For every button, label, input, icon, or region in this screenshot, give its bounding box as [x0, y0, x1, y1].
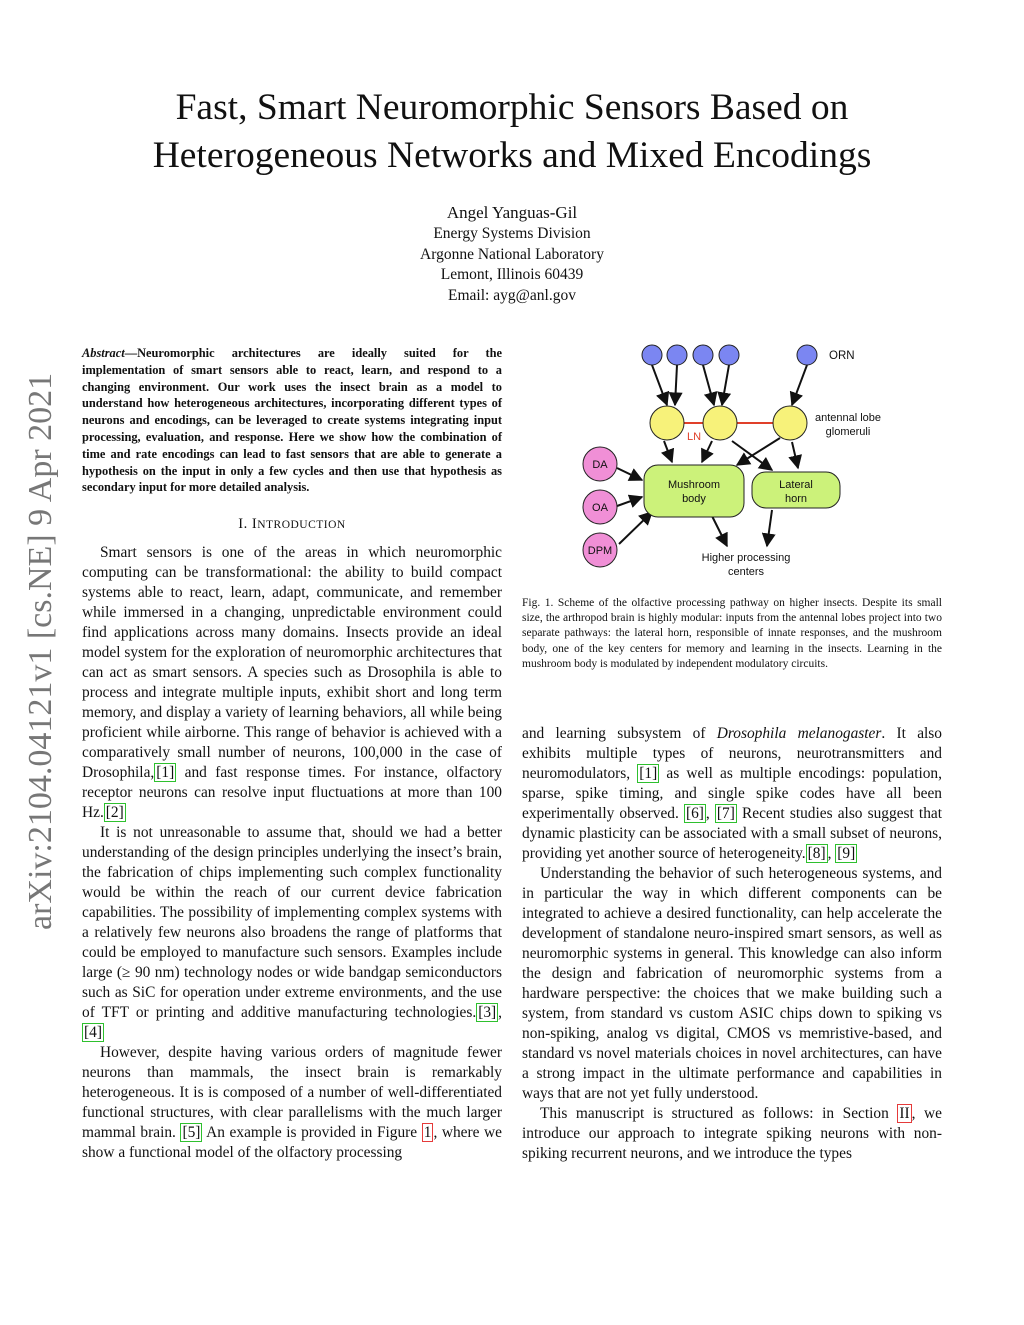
dpm-label: DPM: [587, 545, 613, 557]
oa-label: OA: [592, 502, 608, 514]
text-run: as well as multiple encodings: population, sparse, spike timing, and single spike codes have all been experimentally observed.: [522, 765, 942, 822]
orn-neuron: [693, 345, 713, 365]
text-run: This manuscript is structured as follows: in Section: [540, 1105, 898, 1122]
intro-paragraph-1: [82, 543, 502, 823]
right-column-text: [522, 724, 942, 1164]
modulatory-arrow: [617, 468, 642, 480]
citation-link[interactable]: [9]: [837, 845, 856, 862]
mushroom-body-box: [644, 465, 744, 517]
citation-link[interactable]: [5]: [182, 1124, 201, 1142]
intro-paragraph-2: [82, 823, 502, 1043]
output-arrow: [767, 510, 772, 546]
lateral-horn-label-2: horn: [784, 493, 808, 505]
lateral-horn-label-1: Lateral: [779, 479, 813, 491]
citation-link[interactable]: [1]: [639, 765, 658, 782]
text-run: , where we show a functional model of the olfactory processing: [82, 1124, 502, 1162]
modulatory-arrow: [619, 512, 652, 544]
section-title-initial: I: [251, 516, 258, 533]
text-run: and learning subsystem of: [522, 725, 717, 742]
citation-link[interactable]: [3]: [478, 1004, 497, 1022]
abstract-text: —Neuromorphic architectures are ideally suited for the implementation of smart sensors able to react, learn, and respond to a changing environment. Our work uses the insect brain as a model to understand how heterogeneous architectures, incorporating different types of neurons and encodings, can be leveraged to create systems integrating input processing, evaluation, and response. Here we show how the combination of time and rate encodings can lead to fast sensors that are able to generate a hypothesis on the input in only a few cycles and then use that hypothesis as secondary input for more detailed analysis.: [82, 346, 502, 495]
author-lab: Argonne National Laboratory: [420, 245, 604, 263]
section-number: I.: [238, 516, 248, 533]
citation-link[interactable]: [4]: [84, 1024, 102, 1042]
author-location: Lemont, Illinois 60439: [440, 266, 584, 283]
orn-neuron: [642, 345, 662, 365]
orn-arrow: [675, 365, 677, 405]
text-run: ,: [705, 805, 715, 822]
author-name: Angel Yanguas-Gil: [446, 203, 578, 222]
orn-arrow: [722, 365, 729, 405]
text-run: and fast response times. For instance, olfactory receptor neurons can resolve input fluctuations at more than 100 Hz.: [82, 764, 502, 822]
orn-arrow: [792, 365, 807, 405]
glomerulus: [773, 406, 807, 440]
figure-1-caption: Fig. 1. Scheme of the olfactive processing pathway on higher insects. Despite its small size, the arthropod brain is highly modular: inputs from the antennal lobes project into two separate pathways: the lateral horn, responsible of innate responses, and the mushroom body, one of the key centers for memory and learning in the insects. Learning in the mushroom body is modulated by independent modulatory circuits.: [522, 597, 942, 670]
left-column: [82, 345, 502, 1163]
text-run: However, despite having various orders of magnitude fewer neurons than mammals, the insect brain is remarkably heterogeneous. It is is composed of a number of well-differentiated functional structures, with clear parallelisms with the much larger mammal brain.: [82, 1044, 502, 1142]
citation-link[interactable]: [7]: [716, 805, 735, 822]
projection-arrow: [702, 441, 712, 462]
projection-arrow: [664, 441, 672, 462]
text-run: ,: [827, 845, 836, 862]
citation-link[interactable]: [1]: [156, 764, 175, 782]
text-run: Recent studies also suggest that dynamic plasticity can be associated with a small subset of neurons, providing yet another source of heterogeneity.: [522, 805, 942, 862]
section-title-rest: NTRODUCTION: [257, 519, 346, 532]
antennal-lobe-label-2: glomeruli: [825, 426, 871, 438]
higher-centers-label-2: centers: [727, 566, 765, 578]
modulatory-arrow: [617, 497, 642, 506]
ln-label: LN: [687, 431, 702, 443]
text-run: Smart sensors is one of the areas in which neuromorphic computing can be transformational: the ability to build compact systems able to react, learn, adapt, communicate, and remember while immersed in a changing, unpredictable environment could find applications across many domains. Insects provide an ideal model system for the exploration of neuromorphic architectures that can act as smart sensors. A species such as Drosophila is able to process and integrate multiple inputs, exhibit short and long term memory, and display a variety of learning behaviors, all while being proficient while airborne. This range of behavior is achieved with a comparatively small number of neurons, 100,000 in the case of Drosophila,: [82, 544, 502, 782]
antennal-lobe-label-1: antennal lobe: [814, 412, 882, 424]
mushroom-body-label-2: body: [682, 493, 706, 505]
olfactory-pathway-diagram: [522, 340, 942, 590]
text-run: An example is provided in Figure: [202, 1124, 422, 1142]
right-paragraph-3: [522, 1104, 942, 1164]
orn-label: ORN: [829, 350, 855, 362]
right-paragraph-2: Understanding the behavior of such heterogeneous systems, and in particular the way in which different components can be integrated to achieve a desired functionality, can help accelerate the development of standalone neuro-inspired smart sensors, as well as neuromorphic systems in general. This knowledge can also inform the design and fabrication of neuromorphic systems from a hardware perspective: the choices that we make building such a system, from standard vs custom ASIC chips down to spiking vs non-spiking, analog vs digital, CMOS vs memristive-based, and standard vs novel materials choices in novel architectures, can have a strong impact in the ultimate performance and capabilities in ways that are not yet fully understood.: [522, 865, 942, 1102]
right-column-figure: [522, 340, 942, 672]
projection-arrow: [732, 441, 772, 470]
text-run: . It also exhibits multiple types of neurons, neurotransmitters and neuromodulators,: [522, 725, 942, 782]
citation-link[interactable]: [6]: [685, 805, 704, 822]
orn-arrow: [652, 365, 667, 405]
mushroom-body-label-1: Mushroom: [668, 479, 720, 491]
paper-title-line-1: Fast, Smart Neuromorphic Sensors Based on: [175, 87, 849, 128]
glomerulus: [650, 406, 684, 440]
paper-title-line-2: Heterogeneous Networks and Mixed Encodings: [152, 135, 872, 176]
abstract: [82, 345, 502, 496]
author-block: [0, 202, 1024, 306]
figure-1: [522, 340, 942, 590]
text-run: ,: [498, 1004, 502, 1022]
text-run: , we introduce our approach to integrate spiking neurons with non-spiking recurrent neurons, and we introduce the types: [522, 1105, 942, 1162]
higher-centers-label-1: Higher processing: [701, 552, 791, 564]
paper-title: [0, 84, 1024, 180]
species-name: Drosophila melanogaster: [716, 725, 882, 742]
section-reference-link[interactable]: II: [899, 1105, 910, 1122]
citation-link[interactable]: [8]: [807, 845, 826, 862]
figure-reference-link[interactable]: 1: [423, 1124, 432, 1142]
intro-paragraph-3: [82, 1043, 502, 1163]
glomerulus: [703, 406, 737, 440]
projection-arrow: [792, 442, 798, 468]
author-division: Energy Systems Division: [433, 225, 591, 242]
text-run: It is not unreasonable to assume that, should we had a better understanding of the design principles underlying the insect’s brain, the fabrication of chips implementing such complex functionality would be within the reach of our current device fabrication capabilities. The possibility of implementing complex systems with a relatively few neurons also broadens the range of platforms that could be employed to manufacture such sensors. Examples include large (≥ 90 nm) technology nodes or wide bandgap semiconductors such as SiC for operation under extreme environments, and the use of TFT or printing and additive manufacturing technologies.: [82, 824, 502, 1022]
orn-arrow: [703, 365, 714, 405]
output-arrow: [712, 516, 727, 546]
citation-link[interactable]: [2]: [105, 804, 124, 822]
abstract-lead: Abstract: [82, 346, 125, 360]
arxiv-identifier-stamp: arXiv:2104.04121v1 [cs.NE] 9 Apr 2021: [22, 372, 59, 930]
orn-neuron: [797, 345, 817, 365]
orn-neuron: [719, 345, 739, 365]
orn-neuron: [667, 345, 687, 365]
da-label: DA: [592, 459, 608, 471]
author-email: Email: ayg@anl.gov: [448, 286, 576, 304]
right-paragraph-1: [522, 724, 942, 864]
section-heading-introduction: [82, 514, 502, 535]
